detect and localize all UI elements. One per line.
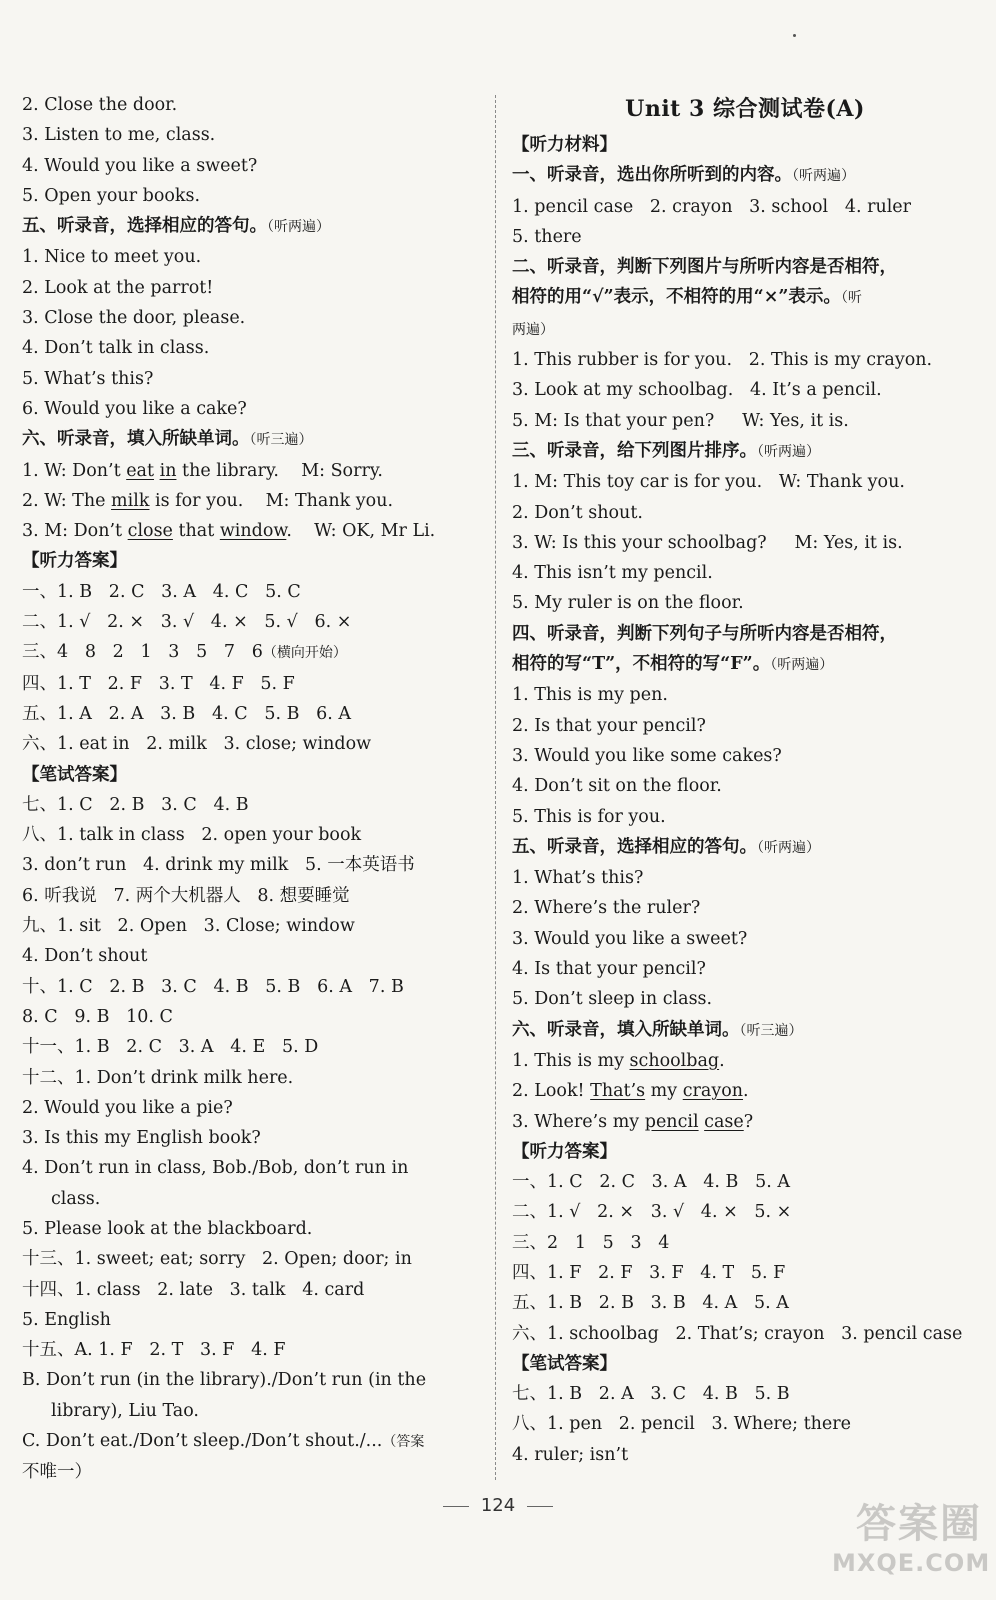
heading-note: （听两遍） [757, 443, 820, 460]
dash-right [527, 1506, 553, 1507]
section-label: 【笔试答案】 [22, 764, 127, 785]
heading-note: 两遍） [512, 321, 554, 338]
filled-word: schoolbag [629, 1050, 720, 1071]
text-line: 1. Nice to meet you. [22, 247, 202, 268]
section-heading [512, 282, 978, 313]
answer-line: 四、1. F 2. F 3. F 4. T 5. F [512, 1262, 786, 1283]
text-fragment: 3. Where’s my [512, 1111, 645, 1132]
section-heading [512, 314, 978, 345]
heading-text: 六、听录音，填入所缺单词。 [512, 1019, 740, 1040]
text-line: 1. This rubber is for you. 2. This is my crayon. [512, 350, 933, 371]
section-heading [512, 832, 978, 863]
heading-text: 三、听录音，给下列图片排序。 [512, 440, 757, 461]
answer-line: 4. ruler; isn’t [512, 1444, 629, 1465]
right-column [512, 90, 978, 1470]
left-column [22, 90, 480, 1488]
text-line: 5. Open your books. [22, 185, 201, 206]
answer-line: 二、1. √ 2. × 3. √ 4. × 5. √ 6. × [22, 612, 352, 633]
answer-line: 六、1. schoolbag 2. That’s; crayon 3. pencil case [512, 1323, 963, 1344]
heading-text: 五、听录音，选择相应的答句。 [22, 216, 267, 237]
page-title: Unit 3 综合测试卷(A) [625, 96, 865, 122]
text-line: 3. Would you like some cakes? [512, 745, 782, 766]
heading-note: （听 [840, 290, 862, 307]
text-line: 4. Don’t sit on the floor. [512, 776, 722, 797]
column-divider [495, 95, 496, 1480]
filled-word: That’s [590, 1081, 646, 1102]
answer-line: 6. 听我说 7. 两个大机器人 8. 想要睡觉 [22, 885, 350, 906]
section-label: 【笔试答案】 [512, 1353, 617, 1374]
text-line: 4. Don’t talk in class. [22, 338, 210, 359]
answer-line [22, 1426, 480, 1457]
text-line: 5. This is for you. [512, 806, 666, 827]
section-heading [22, 211, 480, 242]
heading-note: （听两遍） [770, 657, 834, 674]
text-line: 3. Listen to me, class. [22, 125, 216, 146]
text-line: 1. What’s this? [512, 868, 644, 889]
text-fragment: . W: OK, Mr Li. [286, 521, 436, 542]
text-fragment: . [719, 1050, 725, 1071]
text-line: 5. M: Is that your pen? W: Yes, it is. [512, 410, 849, 431]
filled-word: pencil [644, 1111, 699, 1132]
answer-line: 3. Is this my English book? [22, 1128, 261, 1149]
answer-line: 八、1. talk in class 2. open your book [22, 825, 362, 846]
text-line: 1. This is my pen. [512, 685, 668, 706]
answer-line: 三、2 1 5 3 4 [512, 1232, 670, 1253]
answer-line: 5. English [22, 1309, 111, 1330]
text-fragment: is for you. M: Thank you. [149, 490, 394, 511]
section-heading [512, 649, 978, 680]
heading-note: （听三遍） [249, 432, 313, 449]
answer-line: 六、1. eat in 2. milk 3. close; window [22, 734, 372, 755]
text-fragment: 2. Look! [512, 1081, 591, 1102]
answer-line: 十三、1. sweet; eat; sorry 2. Open; door; in [22, 1249, 412, 1270]
section-label: 【听力答案】 [22, 551, 127, 572]
answer-line: 4. Don’t shout [22, 946, 148, 967]
text-line: 1. pencil case 2. crayon 3. school 4. ruler [512, 196, 912, 217]
answer-text: C. Don’t eat./Don’t sleep./Don’t shout./... [22, 1431, 383, 1452]
filled-word: case [704, 1111, 744, 1132]
text-line: 5. Don’t sleep in class. [512, 989, 713, 1010]
heading-text: 相符的用“√”表示，不相符的用“×”表示。 [512, 287, 841, 308]
answer-line [22, 637, 480, 668]
heading-text: 六、听录音，填入所缺单词。 [22, 429, 250, 450]
answer-line: 八、1. pen 2. pencil 3. Where; there [512, 1414, 851, 1435]
section-heading [512, 1015, 978, 1046]
page-number-text: 124 [480, 1495, 516, 1516]
answer-line: 七、1. B 2. A 3. C 4. B 5. B [512, 1384, 790, 1405]
answer-line: 四、1. T 2. F 3. T 4. F 5. F [22, 673, 295, 694]
text-line: 2. Close the door. [22, 95, 178, 115]
fill-in-line [512, 1076, 978, 1106]
answer-line: 五、1. A 2. A 3. B 4. C 5. B 6. A [22, 703, 352, 724]
watermark-logo: 答案圈 [856, 1501, 982, 1547]
text-line: 4. Would you like a sweet? [22, 155, 258, 176]
answer-line: 一、1. B 2. C 3. A 4. C 5. C [22, 581, 301, 602]
answer-line: 十四、1. class 2. late 3. talk 4. card [22, 1279, 365, 1300]
text-line: 2. Is that your pencil? [512, 715, 706, 736]
answer-line: 2. Would you like a pie? [22, 1097, 233, 1118]
filled-word: in [159, 460, 177, 481]
answer-line: library), Liu Tao. [51, 1400, 199, 1421]
section-heading: 四、听录音，判断下列句子与所听内容是否相符， [512, 623, 897, 644]
speck [793, 34, 796, 37]
fill-in-line [512, 1107, 978, 1137]
text-fragment: my [645, 1081, 683, 1102]
text-line: 3. Look at my schoolbag. 4. It’s a pencil. [512, 380, 882, 401]
answer-line: 十一、1. B 2. C 3. A 4. E 5. D [22, 1037, 319, 1058]
fill-in-line [22, 456, 480, 486]
section-heading [512, 160, 978, 191]
filled-word: close [127, 521, 173, 542]
heading-note: （听两遍） [757, 839, 820, 856]
filled-word: eat [126, 460, 155, 481]
text-line: 4. This isn’t my pencil. [512, 563, 713, 584]
filled-word: milk [111, 490, 150, 511]
text-line: 2. Don’t shout. [512, 502, 643, 523]
fill-in-line [22, 516, 480, 546]
answer-line: 五、1. B 2. B 3. B 4. A 5. A [512, 1293, 789, 1314]
fill-in-line [22, 486, 480, 516]
text-fragment: 2. W: The [22, 490, 112, 511]
text-fragment: the library. M: Sorry. [176, 460, 383, 481]
text-line: 2. Where’s the ruler? [512, 898, 701, 919]
section-heading [22, 424, 480, 455]
watermark-url: MXQE.COM [832, 1549, 991, 1577]
text-line: 4. Is that your pencil? [512, 959, 706, 980]
section-label: 【听力材料】 [512, 135, 617, 155]
answer-line: 8. C 9. B 10. C [22, 1006, 173, 1027]
text-fragment: 3. M: Don’t [22, 521, 128, 542]
text-line: 5. My ruler is on the floor. [512, 593, 744, 614]
answer-note: （横向开始） [262, 645, 347, 662]
answer-line: 十、1. C 2. B 3. C 4. B 5. B 6. A 7. B [22, 976, 404, 997]
section-label: 【听力答案】 [512, 1141, 617, 1162]
section-heading [512, 436, 978, 467]
answer-line: 七、1. C 2. B 3. C 4. B [22, 794, 249, 815]
answer-line: 一、1. C 2. C 3. A 4. B 5. A [512, 1172, 790, 1193]
text-line: 6. Would you like a cake? [22, 398, 247, 419]
answer-line: 十五、A. 1. F 2. T 3. F 4. F [22, 1340, 286, 1361]
text-line: 3. Would you like a sweet? [512, 928, 748, 949]
answer-line: 4. Don’t run in class, Bob./Bob, don’t run in [22, 1158, 409, 1179]
text-fragment: . [743, 1081, 749, 1102]
text-line: 1. M: This toy car is for you. W: Thank you. [512, 472, 905, 493]
answer-line: 十二、1. Don’t drink milk here. [22, 1067, 294, 1088]
answer-line: class. [51, 1188, 101, 1209]
heading-text: 相符的写“T”，不相符的写“F”。 [512, 654, 771, 675]
answer-text: 三、4 8 2 1 3 5 7 6 [22, 642, 263, 663]
filled-word: crayon [682, 1081, 744, 1102]
dash-left [443, 1506, 469, 1507]
text-fragment: 1. This is my [512, 1050, 630, 1071]
heading-text: 一、听录音，选出你所听到的内容。 [512, 165, 792, 186]
fill-in-line [512, 1046, 978, 1076]
answer-line: 3. don’t run 4. drink my milk 5. 一本英语书 [22, 855, 415, 876]
text-line: 3. Close the door, please. [22, 308, 246, 329]
answer-line: B. Don’t run (in the library)./Don’t run (in the [22, 1370, 427, 1391]
text-line: 5. What’s this? [22, 368, 154, 389]
watermark [832, 1500, 991, 1592]
text-fragment: that [172, 521, 220, 542]
answer-note: （答案 [382, 1434, 425, 1451]
section-heading: 二、听录音，判断下列图片与所听内容是否相符， [512, 257, 897, 278]
answer-line: 九、1. sit 2. Open 3. Close; window [22, 916, 355, 937]
answer-line: 不唯一） [22, 1462, 92, 1483]
heading-note: （听三遍） [739, 1022, 803, 1039]
text-fragment: 1. W: Don’t [22, 460, 127, 481]
answer-line: 二、1. √ 2. × 3. √ 4. × 5. × [512, 1202, 792, 1223]
heading-text: 五、听录音，选择相应的答句。 [512, 836, 757, 857]
text-line: 3. W: Is this your schoolbag? M: Yes, it is. [512, 532, 903, 553]
heading-note: （听两遍） [792, 168, 855, 185]
heading-note: （听两遍） [267, 219, 330, 236]
text-line: 2. Look at the parrot! [22, 277, 214, 298]
text-fragment: ? [743, 1111, 754, 1132]
filled-word: window [219, 521, 287, 542]
answer-line: 5. Please look at the blackboard. [22, 1218, 313, 1239]
text-line: 5. there [512, 226, 582, 247]
